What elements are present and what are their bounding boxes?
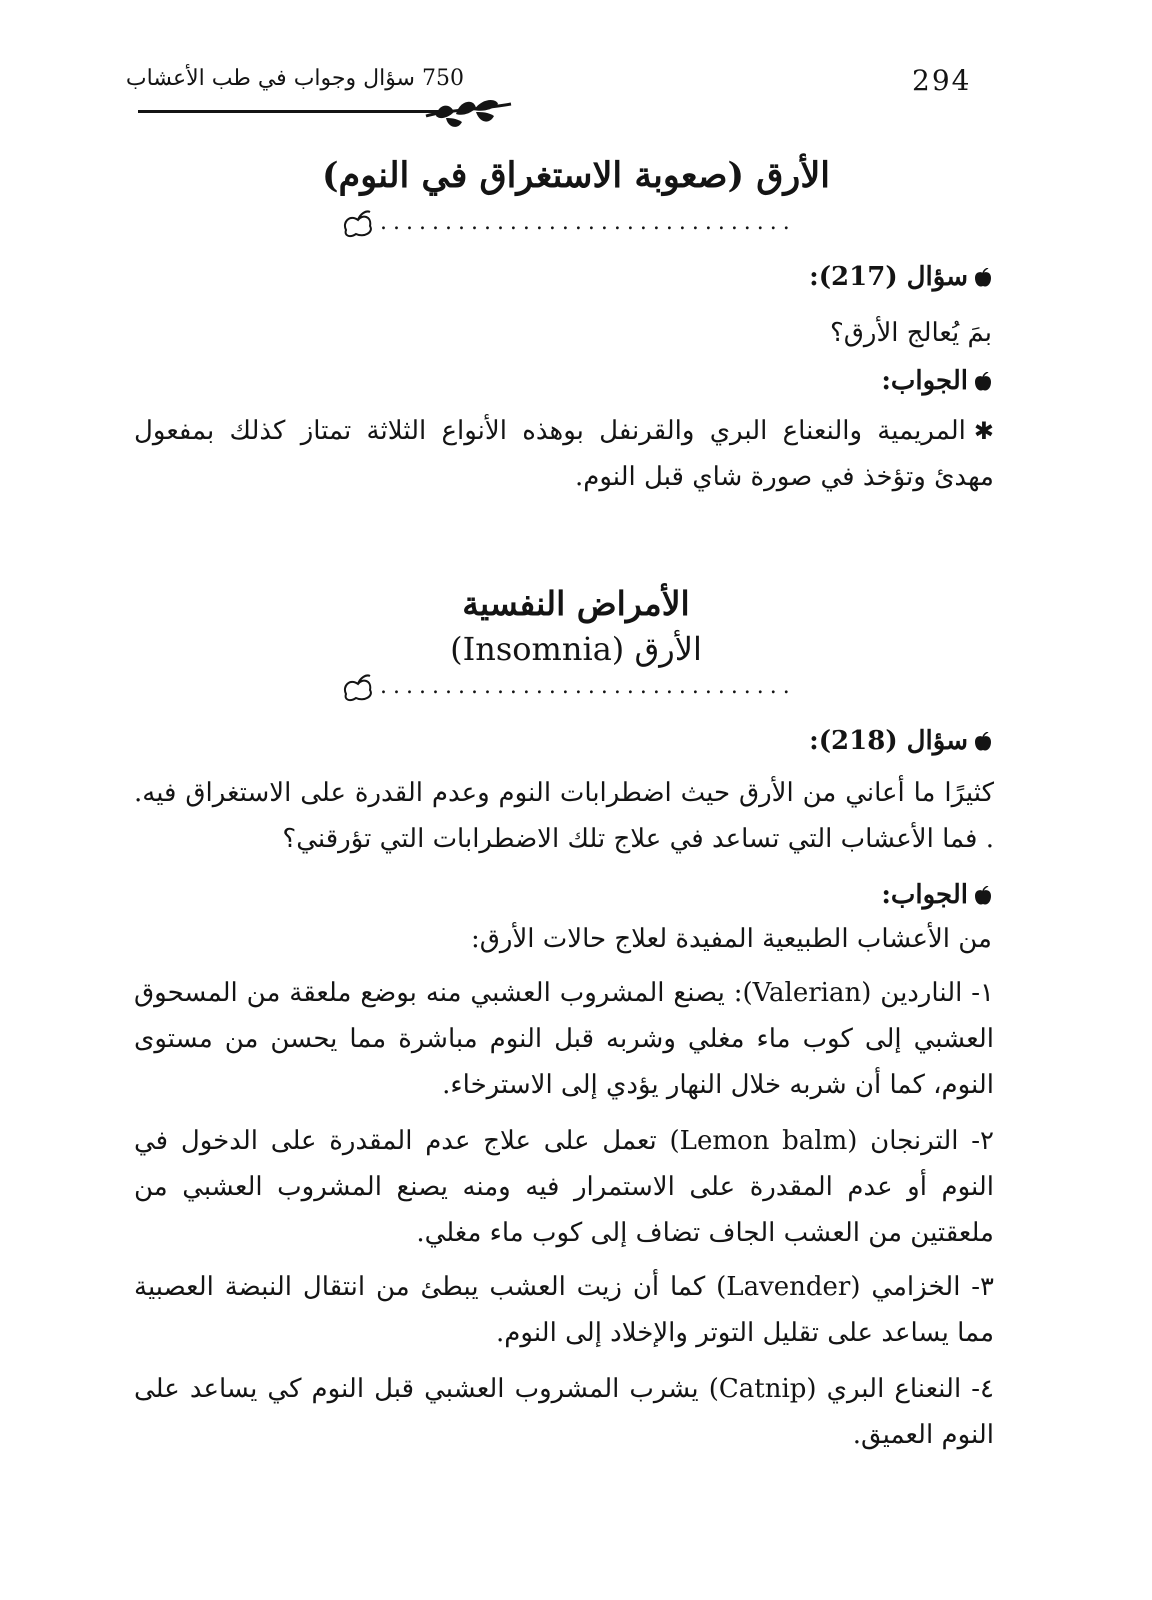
- herb-item: ٤- النعناع البري (Catnip) يشرب المشروب العشبي قبل النوم كي يساعد على النوم العميق.: [134, 1374, 994, 1450]
- answer-217-paragraph: المريمية والنعناع البري والقرنفل بوهذه الأنواع الثلاثة تمتاز كذلك بمفعول مهدئ وتؤخذ في صورة شاي قبل النوم.: [134, 416, 994, 492]
- dotted-divider: [340, 208, 800, 238]
- asterisk-bullet-icon: ✱: [973, 417, 994, 445]
- question-217-label: [809, 262, 992, 292]
- question-218-body: كثيرًا ما أعاني من الأرق حيث اضطرابات النوم وعدم القدرة على الاستغراق فيه. . فما الأعشاب التي تساعد في علاج تلك الاضطرابات التي تؤرقني؟: [134, 778, 994, 854]
- question-218-label: [809, 726, 992, 756]
- apple-bullet-icon: [974, 732, 992, 752]
- apple-bullet-icon: [974, 886, 992, 906]
- section-subtitle-insomnia: الأرق (Insomnia): [450, 630, 702, 668]
- header-rule: [138, 110, 444, 113]
- answer-218-text: الجواب:: [881, 880, 968, 910]
- herb-item: ٣- الخزامي (Lavender) كما أن زيت العشب يبطئ من انتقال النبضة العصبية مما يساعد على تقليل التوتر والإخلاد إلى النوم.: [134, 1272, 995, 1348]
- herb-item: ٢- الترنجان (Lemon balm) تعمل على علاج عدم المقدرة على الدخول في النوم أو عدم المقدرة على الاستمرار فيه ومنه يصنع المشروب العشبي من ملعقتين من العشب الجاف تضاف إلى كوب ماء مغلي.: [134, 1126, 994, 1248]
- apple-bullet-icon: [974, 268, 992, 288]
- section-title-psychological: الأمراض النفسية: [462, 584, 690, 623]
- answer-217-text: الجواب:: [881, 366, 968, 396]
- question-218-text: سؤال (218):: [809, 726, 968, 756]
- dots: ................................: [380, 210, 796, 235]
- apple-bullet-icon: [974, 372, 992, 392]
- question-217-body: بمَ يُعالج الأرق؟: [829, 318, 992, 348]
- answer-217-label: [881, 366, 992, 396]
- question-217-text: سؤال (217):: [809, 262, 968, 292]
- section-title-insomnia: الأرق (صعوبة الاستغراق في النوم): [321, 155, 831, 196]
- herb-item: ١- الناردين (Valerian): يصنع المشروب العشبي منه بوضع ملعقة من المسحوق العشبي إلى كوب ماء مغلي وشربه قبل النوم مباشرة مما يحسن من مستوى النوم، كما أن شربه خلال النهار يؤدي إلى الاسترخاء.: [134, 978, 994, 1100]
- dotted-divider: [340, 672, 800, 702]
- dots: ................................: [380, 674, 796, 699]
- page-number: 294: [912, 64, 972, 97]
- answer-218-label: [881, 880, 992, 910]
- answer-218-intro: من الأعشاب الطبيعية المفيدة لعلاج حالات الأرق:: [470, 924, 992, 954]
- page-header: [0, 0, 1152, 140]
- answer-217-body: [134, 408, 994, 500]
- leaf-ornament-icon: [416, 96, 516, 132]
- flower-ornament-icon: [340, 672, 378, 702]
- flower-ornament-icon: [340, 208, 378, 238]
- running-title: 750 سؤال وجواب في طب الأعشاب: [125, 66, 464, 91]
